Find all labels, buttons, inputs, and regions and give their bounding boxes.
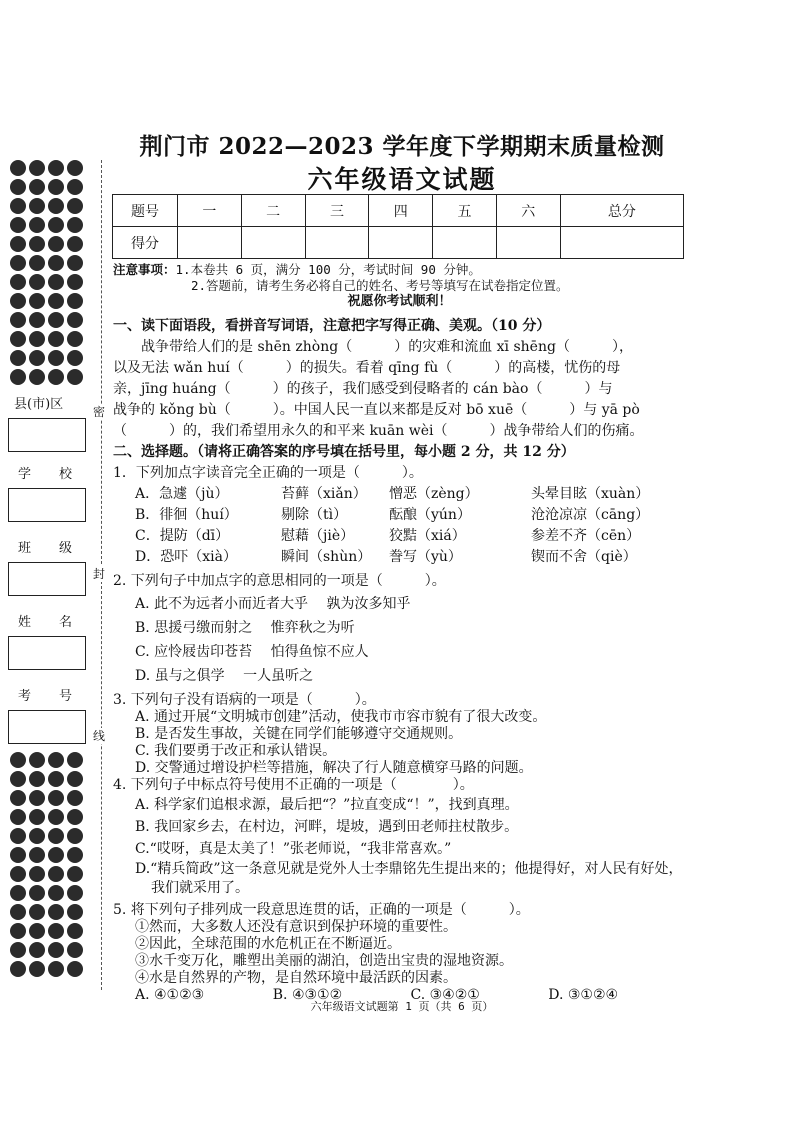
score-header-cell: 六 [496,195,560,227]
binding-dot [29,885,45,901]
score-table [112,194,684,259]
section-2-heading: 二、选择题。（请将正确答案的序号填在括号里，每小题 2 分，共 12 分） [113,444,575,460]
binding-dot [10,771,26,787]
class-label-a: 班 [18,541,32,556]
binding-dot [29,160,45,176]
binding-char-line: 线 [93,729,106,743]
option-text: 憎恶（zèng） [389,486,479,502]
binding-dot [10,809,26,825]
question-4-option: B. 我回家乡去，在村边，河畔，堤坡，遇到田老师拄杖散步。 [135,819,519,835]
binding-dot [67,790,83,806]
county-input-box[interactable] [8,418,86,452]
binding-dots-bottom [10,752,86,984]
binding-dot [67,236,83,252]
binding-dot [29,369,45,385]
question-1-stem: 1．下列加点字读音完全正确的一项是（ ）。 [113,465,423,481]
binding-dot [48,942,64,958]
binding-dot [67,961,83,977]
binding-dot [10,752,26,768]
answer-option: C. ③④②① [410,987,480,1003]
score-table-header-row [113,195,684,227]
binding-dot [67,771,83,787]
question-4-option: A. 科学家们追根求源，最后把“？”拉直变成“！”，找到真理。 [135,797,519,813]
binding-dot [10,293,26,309]
score-header-cell: 题号 [113,195,178,227]
class-input-box[interactable] [8,562,86,596]
option-text: 酝酿（yún） [389,507,471,523]
binding-dot [29,790,45,806]
question-2-option: D. 虽与之俱学 一人虽听之 [135,668,314,684]
binding-dot [48,293,64,309]
binding-dot [48,828,64,844]
school-field [8,466,88,522]
question-1-option-row [113,484,686,505]
binding-dot [67,809,83,825]
binding-dot [67,255,83,271]
county-label: 县(市)区 [14,397,64,412]
binding-dot [29,961,45,977]
score-cell[interactable] [560,227,683,259]
score-cell[interactable] [496,227,560,259]
question-3-option: B. 是否发生事故，关键在同学们能够遵守交通规则。 [135,726,463,742]
binding-dot [48,866,64,882]
score-table-score-row [113,227,684,259]
notes-label: 注意事项： [113,262,176,277]
binding-dot [48,752,64,768]
score-cell[interactable] [241,227,305,259]
binding-dot [48,160,64,176]
score-cell[interactable] [178,227,242,259]
option-text: C．提防（dī） [135,528,230,544]
question-1-option-row [113,505,686,526]
binding-dot [67,217,83,233]
section-2 [113,442,686,1004]
binding-dot [48,771,64,787]
binding-dot [48,369,64,385]
binding-dot [29,752,45,768]
binding-dots-top [10,160,86,388]
score-cell[interactable] [433,227,497,259]
option-text: A．急遽（jù） [135,486,229,502]
binding-dot [67,369,83,385]
class-label-b: 级 [58,541,72,556]
binding-dot [48,198,64,214]
binding-dot [48,847,64,863]
binding-dot [29,217,45,233]
binding-dot [10,312,26,328]
question-3-option: A. 通过开展“文明城市创建”活动，使我市市容市貌有了很大改变。 [135,709,547,725]
binding-dot [10,847,26,863]
binding-dot [48,179,64,195]
score-cell[interactable] [305,227,369,259]
option-text: D．恐吓（xià） [135,549,237,565]
binding-dot [29,236,45,252]
binding-dot [10,179,26,195]
option-text: B．徘徊（huí） [135,507,238,523]
option-text: 狡黠（xiá） [389,528,466,544]
answer-option: B. ④③①② [272,987,343,1003]
exam-number-input-box[interactable] [8,710,86,744]
score-header-cell: 四 [369,195,433,227]
exam-number-field [8,688,88,744]
score-header-cell: 五 [433,195,497,227]
score-header-cell: 一 [178,195,242,227]
question-2-option: C. 应怜屐齿印苍苔 怕得鱼惊不应人 [135,644,369,660]
binding-dot [10,885,26,901]
binding-dot [10,961,26,977]
binding-dot [48,961,64,977]
binding-dot [29,866,45,882]
binding-dot [29,274,45,290]
binding-dot [10,942,26,958]
school-input-box[interactable] [8,488,86,522]
binding-dot [48,255,64,271]
binding-dot [67,293,83,309]
option-text: 头晕目眩（xuàn） [531,486,650,502]
answer-option: D. ③①②④ [548,987,619,1003]
name-field [8,614,88,670]
exam-subtitle: 六年级语文试题 [307,165,497,194]
question-5-item: ③水千变万化，雕塑出美丽的湖泊，创造出宝贵的湿地资源。 [135,953,513,969]
binding-dot [67,904,83,920]
binding-dot [29,312,45,328]
binding-dot [48,923,64,939]
option-text: 沧沧凉凉（cāng） [531,507,650,523]
exam-title: 荆门市 2022—2023 学年度下学期期末质量检测 [139,133,665,160]
class-field [8,540,88,596]
binding-dot [67,866,83,882]
binding-dot [29,198,45,214]
binding-dot [10,198,26,214]
option-text: 瞬间（shùn） [281,549,372,565]
binding-dot [29,350,45,366]
binding-dot [10,790,26,806]
binding-dot [10,236,26,252]
binding-dot [48,904,64,920]
question-3-option: C. 我们要勇于改正和承认错误。 [135,743,337,759]
score-header-cell: 总分 [560,195,683,227]
binding-dot [10,350,26,366]
binding-dot [67,885,83,901]
question-4-option: C.“哎呀，真是太美了！”张老师说，“我非常喜欢。” [135,841,452,857]
binding-dot [29,809,45,825]
question-5-item: ④水是自然界的产物，是自然环境中最活跃的因素。 [135,970,457,986]
exam-number-label-b: 号 [58,689,72,704]
section-1-line: （ ）的，我们希望用永久的和平来 kuān wèi（ ）战争带给人们的伤痛。 [113,423,644,439]
name-label-b: 名 [58,615,72,630]
section-1-line: 战争的 kǒng bù（ ）。中国人民一直以来都是反对 bō xuē（ ）与 yā pò [113,402,640,418]
school-label-b: 校 [58,467,72,482]
exam-number-label-a: 考 [18,689,32,704]
binding-dot [67,198,83,214]
section-1-line: 以及无法 wǎn huí（ ）的损失。看着 qīng fù（ ）的高楼，忧伤的母 [113,360,621,376]
question-2-option: A. 此不为远者小而近者大乎 孰为汝多知乎 [135,596,411,612]
question-4-stem: 4. 下列句子中标点符号使用不正确的一项是（ ）。 [113,777,474,793]
binding-dot [67,828,83,844]
binding-dot [48,809,64,825]
name-input-box[interactable] [8,636,86,670]
score-header-cell: 二 [241,195,305,227]
binding-dot [29,255,45,271]
option-text: 参差不齐（cēn） [531,528,641,544]
question-5-item: ②因此，全球范围的水危机正在不断逼近。 [135,936,401,952]
binding-dot [48,217,64,233]
note-2: 2.答题前，请考生务必将自己的姓名、考号等填写在试卷指定位置。 [191,278,569,293]
binding-dot [67,847,83,863]
question-4-option: D.“精兵简政”这一条意见就是党外人士李鼎铭先生提出来的；他提得好，对人民有好处，我们就采用了。 [135,861,683,896]
exam-notes [113,262,686,310]
binding-dot [10,217,26,233]
binding-dot [48,236,64,252]
question-1-option-row [113,526,686,547]
binding-dot [48,790,64,806]
score-row-label: 得分 [113,227,178,259]
binding-dot [29,847,45,863]
option-text: 苔藓（xiǎn） [281,486,367,502]
binding-dot [48,350,64,366]
binding-dot [29,904,45,920]
section-1-heading: 一、读下面语段，看拼音写词语，注意把字写得正确、美观。（10 分） [113,318,551,334]
binding-dot [67,942,83,958]
question-1-option-row [113,547,686,568]
binding-dot [10,331,26,347]
option-text: 慰藉（jiè） [281,528,355,544]
question-3-option: D. 交警通过增设护栏等措施，解决了行人随意横穿马路的问题。 [135,760,533,776]
binding-dot [10,866,26,882]
binding-dot [48,331,64,347]
binding-dot [10,255,26,271]
binding-dot [67,274,83,290]
score-cell[interactable] [369,227,433,259]
binding-dot [29,771,45,787]
binding-dot [10,160,26,176]
question-2-stem: 2. 下列句子中加点字的意思相同的一项是（ ）。 [113,573,446,589]
binding-dot [67,350,83,366]
binding-dot [10,369,26,385]
binding-dot [29,923,45,939]
score-header-cell: 三 [305,195,369,227]
binding-dot [29,179,45,195]
county-field [8,396,88,452]
binding-dot [48,885,64,901]
binding-char-seal: 密 [93,405,106,419]
binding-dot [29,293,45,309]
question-3-stem: 3. 下列句子没有语病的一项是（ ）。 [113,692,376,708]
binding-dot [67,923,83,939]
page-footer: 六年级语文试题第 1 页（共 6 页） [310,1000,494,1013]
binding-char-close: 封 [93,567,106,581]
note-1: 1.本卷共 6 页，满分 100 分，考试时间 90 分钟。 [175,262,481,277]
binding-dot [29,828,45,844]
option-text: 锲而不舍（qiè） [531,549,637,565]
binding-dot [67,331,83,347]
section-1 [113,316,686,442]
binding-dot [67,160,83,176]
option-text: 剔除（tì） [281,507,348,523]
good-luck-wish: 祝愿你考试顺利！ [347,294,452,309]
binding-dot [10,904,26,920]
answer-option: A. ④①②③ [135,987,205,1003]
school-label-a: 学 [18,467,32,482]
binding-dot [67,179,83,195]
section-1-line: 战争带给人们的是 shēn zhòng（ ）的灾难和流血 xī shēng（ ）， [141,339,633,355]
question-5-item: ①然而，大多数人还没有意识到保护环境的重要性。 [135,919,457,935]
binding-dot [10,828,26,844]
section-1-line: 亲，jīng huáng（ ）的孩子，我们感受到侵略者的 cán bào（ ）与 [113,381,613,397]
binding-dot [10,274,26,290]
binding-dot [48,274,64,290]
option-text: 誊写（yù） [389,549,462,565]
binding-dot [10,923,26,939]
question-2-option: B. 思援弓缴而射之 惟弈秋之为听 [135,620,355,636]
binding-dot [67,312,83,328]
binding-dot [29,942,45,958]
name-label-a: 姓 [18,615,32,630]
binding-dot [48,312,64,328]
question-5-stem: 5. 将下列句子排列成一段意思连贯的话，正确的一项是（ ）。 [113,902,530,918]
binding-dot [29,331,45,347]
binding-dot [67,752,83,768]
